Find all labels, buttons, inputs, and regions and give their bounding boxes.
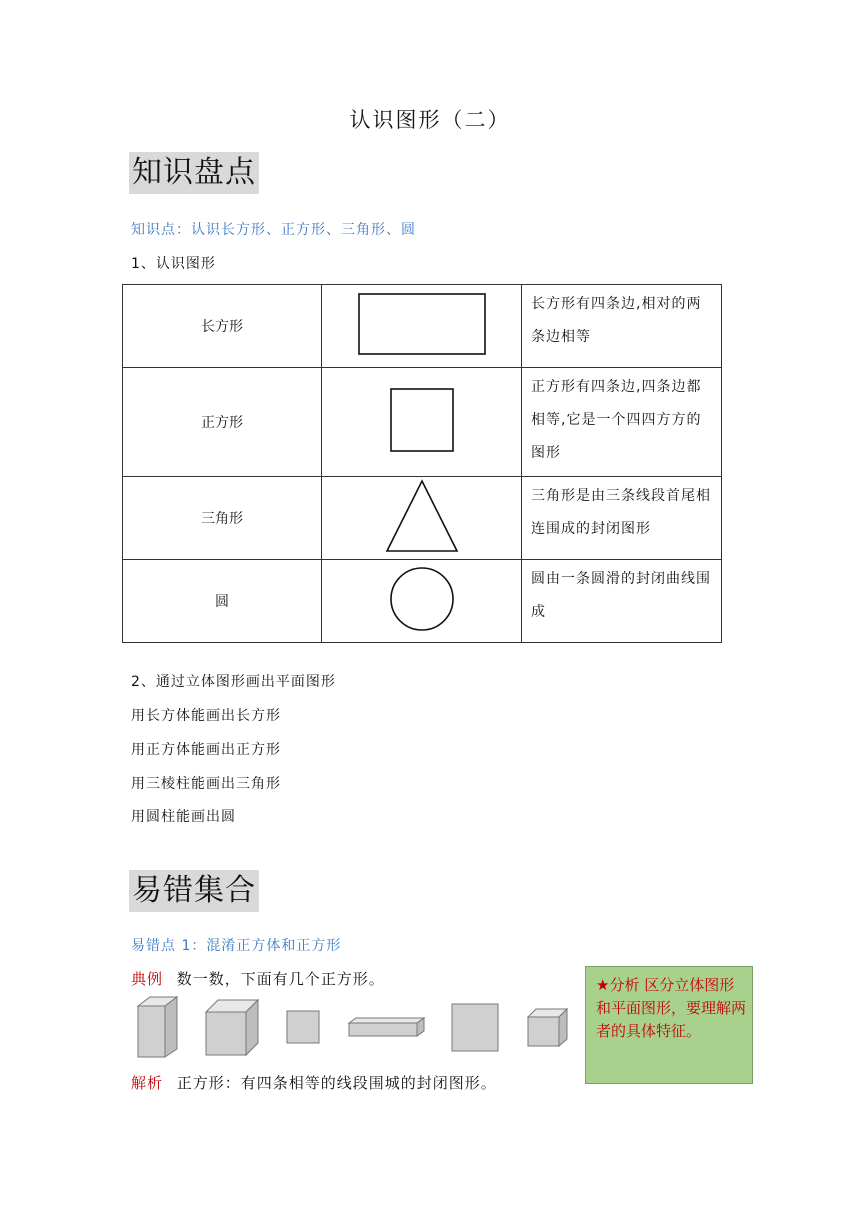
example-question: 数一数，下面有几个正方形。 xyxy=(176,970,385,988)
shape-name: 正方形 xyxy=(123,368,322,477)
shape-cell xyxy=(322,368,522,477)
list-item: 用圆柱能画出圆 xyxy=(131,809,236,825)
shape-cell xyxy=(322,560,522,643)
table-row xyxy=(123,368,722,477)
square-icon xyxy=(389,387,455,453)
shape-table xyxy=(122,284,722,643)
analysis-line xyxy=(131,1072,497,1093)
cuboid-icon xyxy=(138,997,177,1057)
flat-cuboid-icon xyxy=(349,1018,424,1036)
table-row xyxy=(123,285,722,368)
shape-description: 长方形有四条边,相对的两条边相等 xyxy=(522,285,722,368)
shape-description: 正方形有四条边,四条边都相等,它是一个四四方方的图形 xyxy=(522,368,722,477)
small-cube-icon xyxy=(528,1009,567,1046)
example-tag: 典例 xyxy=(131,970,164,988)
table-row xyxy=(123,560,722,643)
shape-cell xyxy=(322,477,522,560)
point-2-heading: 2、通过立体图形画出平面图形 xyxy=(131,674,336,690)
triangle-icon xyxy=(384,478,460,554)
list-item: 用长方体能画出长方形 xyxy=(131,708,281,724)
example-line xyxy=(131,968,385,989)
shape-cell xyxy=(322,285,522,368)
circle-icon xyxy=(389,566,455,632)
cube-icon xyxy=(206,1000,258,1055)
rectangle-icon xyxy=(357,292,487,356)
shape-name: 三角形 xyxy=(123,477,322,560)
shape-name: 圆 xyxy=(123,560,322,643)
shape-description: 圆由一条圆滑的封闭曲线围成 xyxy=(522,560,722,643)
square-icon xyxy=(287,1011,319,1043)
square-icon xyxy=(452,1004,498,1051)
page-title: 认识图形（二） xyxy=(349,108,511,132)
analysis-tag: 解析 xyxy=(131,1074,164,1092)
point-1-heading: 1、认识图形 xyxy=(131,256,216,272)
analysis-text: 正方形：有四条相等的线段围城的封闭图形。 xyxy=(176,1074,497,1092)
mistake-point-label: 易错点 1：混淆正方体和正方形 xyxy=(131,938,342,954)
analysis-note-box: ★分析 区分立体图形和平面图形，要理解两者的具体特征。 xyxy=(585,966,753,1084)
section-heading-knowledge: 知识盘点 xyxy=(129,152,259,194)
example-figures xyxy=(130,994,580,1064)
table-row xyxy=(123,477,722,560)
knowledge-point-label: 知识点：认识长方形、正方形、三角形、圆 xyxy=(131,222,416,238)
list-item: 用正方体能画出正方形 xyxy=(131,742,281,758)
section-heading-mistakes: 易错集合 xyxy=(129,870,259,912)
shape-description: 三角形是由三条线段首尾相连围成的封闭图形 xyxy=(522,477,722,560)
list-item: 用三棱柱能画出三角形 xyxy=(131,776,281,792)
shape-name: 长方形 xyxy=(123,285,322,368)
